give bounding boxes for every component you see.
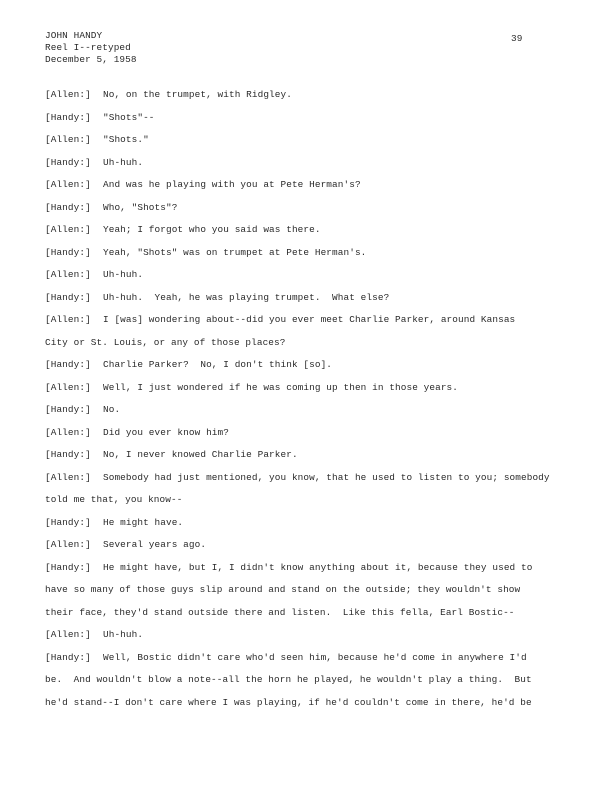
utterance-text: I [was] wondering about--did you ever meet Charlie Parker, around Kansas xyxy=(103,314,516,325)
speaker-label: [Handy:] xyxy=(45,201,91,213)
speaker-label: [Handy:] xyxy=(45,359,91,370)
utterance-text: Uh-huh. xyxy=(103,269,144,280)
utterance-text: And was he playing with you at Pete Herman's? xyxy=(103,179,361,190)
dialogue-entry xyxy=(45,174,550,197)
speaker-label: [Handy:] xyxy=(45,404,91,415)
dialogue-line xyxy=(45,557,550,580)
utterance-text: No, I never knowed Charlie Parker. xyxy=(103,449,298,460)
utterance-text: He might have. xyxy=(103,516,184,528)
speaker-label: [Handy:] xyxy=(45,246,91,258)
utterance-text: "Shots"-- xyxy=(103,111,155,123)
transcript-body xyxy=(45,84,550,714)
interviewee-name: JOHN HANDY xyxy=(45,30,103,41)
utterance-text: "Shots." xyxy=(103,134,149,145)
dialogue-entry xyxy=(45,467,550,512)
dialogue-entry xyxy=(45,534,550,557)
speaker-label: [Allen:] xyxy=(45,629,91,640)
dialogue-line xyxy=(45,264,550,287)
interview-date: December 5, 1958 xyxy=(45,54,137,65)
dialogue-line xyxy=(45,444,550,467)
utterance-text: Yeah; I forgot who you said was there. xyxy=(103,224,321,235)
speaker-label: [Allen:] xyxy=(45,269,91,280)
dialogue-line xyxy=(45,467,550,490)
dialogue-line xyxy=(45,534,550,557)
dialogue-line xyxy=(45,309,550,332)
utterance-text: Did you ever know him? xyxy=(103,426,229,438)
speaker-label: [Allen:] xyxy=(45,314,91,325)
dialogue-line xyxy=(45,197,550,220)
dialogue-line xyxy=(45,84,550,107)
dialogue-entry xyxy=(45,377,550,400)
dialogue-line xyxy=(45,152,550,175)
dialogue-line xyxy=(45,377,550,400)
utterance-text: No, on the trumpet, with Ridgley. xyxy=(103,89,292,100)
dialogue-line xyxy=(45,242,550,265)
dialogue-entry xyxy=(45,129,550,152)
dialogue-entry xyxy=(45,624,550,647)
dialogue-line xyxy=(45,512,550,535)
dialogue-entry xyxy=(45,444,550,467)
speaker-label: [Allen:] xyxy=(45,471,91,483)
utterance-text: Well, I just wondered if he was coming up then in those years. xyxy=(103,381,459,393)
dialogue-line xyxy=(45,219,550,242)
speaker-label: [Handy:] xyxy=(45,291,91,303)
dialogue-entry xyxy=(45,152,550,175)
speaker-label: [Allen:] xyxy=(45,426,91,438)
utterance-text: Charlie Parker? No, I don't think [so]. xyxy=(103,359,333,370)
page-number: 39 xyxy=(511,33,523,44)
speaker-label: [Allen:] xyxy=(45,89,91,100)
dialogue-line xyxy=(45,107,550,130)
dialogue-line xyxy=(45,624,550,647)
speaker-label: [Handy:] xyxy=(45,651,91,663)
utterance-continuation: he'd stand--I don't care where I was playing, if he'd couldn't come in there, he'd be xyxy=(45,696,532,708)
utterance-text: Uh-huh. Yeah, he was playing trumpet. What else? xyxy=(103,291,390,303)
speaker-label: [Allen:] xyxy=(45,539,91,550)
speaker-label: [Allen:] xyxy=(45,134,91,145)
speaker-label: [Handy:] xyxy=(45,156,91,168)
utterance-text: Several years ago. xyxy=(103,539,207,550)
utterance-text: Yeah, "Shots" was on trumpet at Pete Herman's. xyxy=(103,246,367,258)
utterance-text: Uh-huh. xyxy=(103,156,144,168)
utterance-continuation: City or St. Louis, or any of those places? xyxy=(45,336,286,348)
dialogue-line xyxy=(45,287,550,310)
reel-label: Reel I--retyped xyxy=(45,42,131,53)
dialogue-entry xyxy=(45,84,550,107)
speaker-label: [Allen:] xyxy=(45,381,91,393)
dialogue-line xyxy=(45,647,550,670)
dialogue-entry xyxy=(45,197,550,220)
page-header xyxy=(45,30,137,66)
utterance-continuation: their face, they'd stand outside there and listen. Like this fella, Earl Bostic-- xyxy=(45,606,515,618)
utterance-continuation: have so many of those guys slip around and stand on the outside; they wouldn't show xyxy=(45,584,521,595)
utterance-text: Uh-huh. xyxy=(103,629,144,640)
dialogue-line xyxy=(45,354,550,377)
dialogue-entry xyxy=(45,287,550,310)
utterance-text: Somebody had just mentioned, you know, that he used to listen to you; somebody xyxy=(103,471,550,483)
dialogue-entry xyxy=(45,399,550,422)
speaker-label: [Allen:] xyxy=(45,224,91,235)
speaker-label: [Handy:] xyxy=(45,449,91,460)
dialogue-line xyxy=(45,399,550,422)
utterance-text: Well, Bostic didn't care who'd seen him, because he'd come in anywhere I'd xyxy=(103,651,527,663)
utterance-text: He might have, but I, I didn't know anything about it, because they used to xyxy=(103,561,533,573)
speaker-label: [Handy:] xyxy=(45,516,91,528)
utterance-text: Who, "Shots"? xyxy=(103,201,178,213)
dialogue-entry xyxy=(45,512,550,535)
dialogue-entry xyxy=(45,219,550,242)
speaker-label: [Handy:] xyxy=(45,111,91,123)
utterance-text: No. xyxy=(103,404,121,415)
dialogue-line xyxy=(45,129,550,152)
dialogue-entry xyxy=(45,557,550,625)
utterance-continuation: told me that, you know-- xyxy=(45,494,183,505)
dialogue-entry xyxy=(45,107,550,130)
speaker-label: [Handy:] xyxy=(45,561,91,573)
utterance-continuation: be. And wouldn't blow a note--all the horn he played, he wouldn't play a thing. But xyxy=(45,674,532,685)
dialogue-entry xyxy=(45,354,550,377)
dialogue-entry xyxy=(45,264,550,287)
dialogue-line xyxy=(45,422,550,445)
dialogue-line xyxy=(45,174,550,197)
dialogue-entry xyxy=(45,422,550,445)
dialogue-entry xyxy=(45,309,550,354)
dialogue-entry xyxy=(45,647,550,715)
dialogue-entry xyxy=(45,242,550,265)
speaker-label: [Allen:] xyxy=(45,179,91,190)
